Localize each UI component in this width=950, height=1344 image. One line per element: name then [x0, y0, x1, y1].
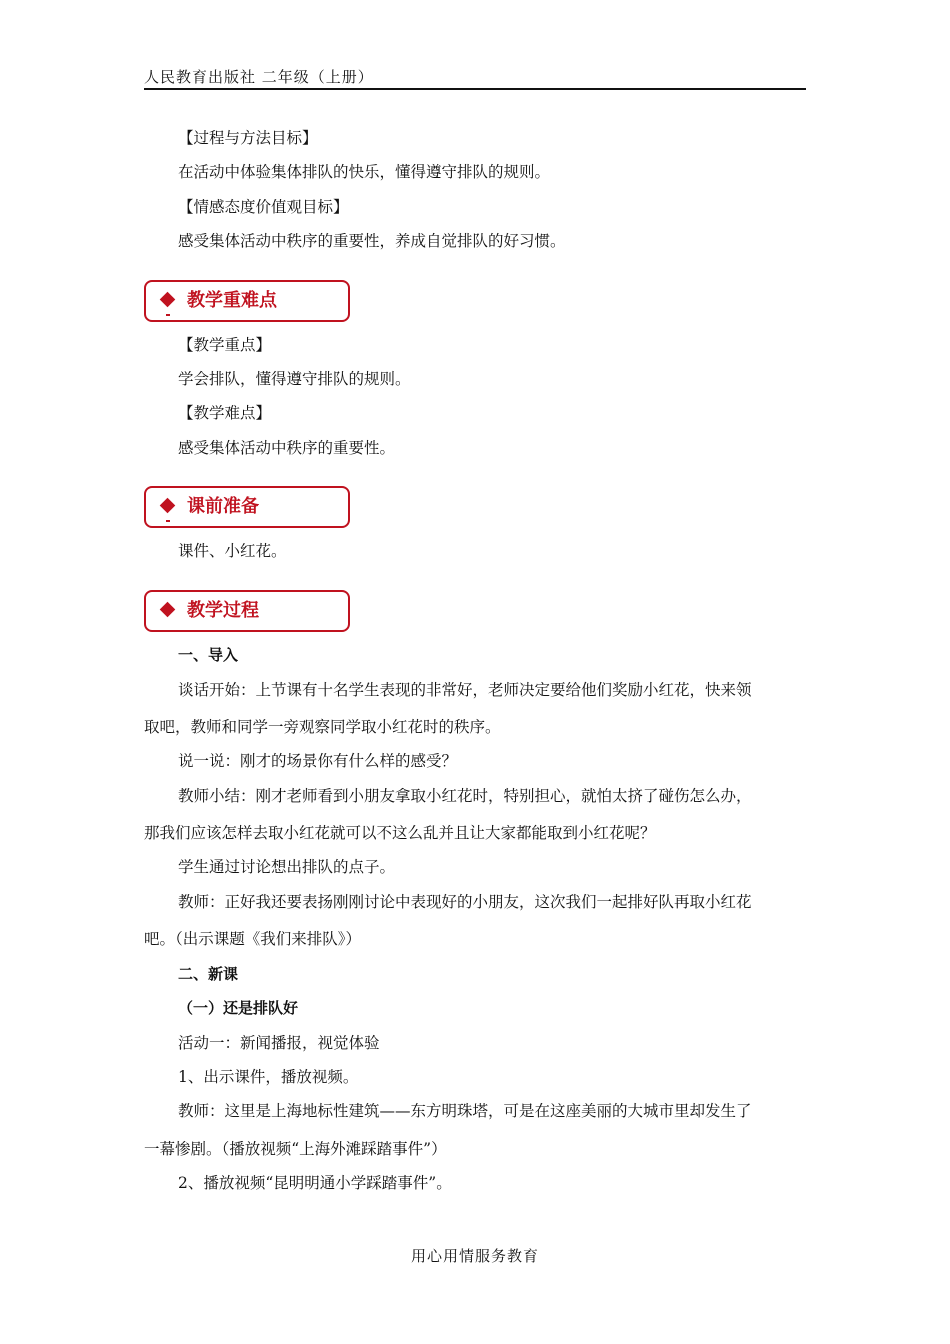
paragraph: 学生通过讨论想出排队的点子。 [178, 858, 396, 876]
paragraph: 吧。（出示课题《我们来排队》） [144, 930, 362, 948]
emotion-goal-title: 【情感态度价值观目标】 [178, 198, 349, 216]
paragraph: 取吧，教师和同学一旁观察同学取小红花时的秩序。 [144, 718, 501, 736]
paragraph: 教师小结：刚才老师看到小朋友拿取小红花时，特别担心，就怕太挤了碰伤怎么办， [178, 787, 752, 805]
paragraph: 1、出示课件，播放视频。 [178, 1068, 359, 1086]
sub1-title: （一）还是排队好 [178, 999, 299, 1017]
page-footer: 用心用情服务教育 [410, 1247, 539, 1265]
focus-text: 学会排队，懂得遵守排队的规则。 [178, 370, 411, 388]
section-process [144, 590, 350, 632]
focus-title: 【教学重点】 [178, 336, 272, 354]
paragraph: 活动一：新闻播报，视觉体验 [178, 1034, 380, 1052]
marker-icon [166, 314, 170, 316]
preparation-text: 课件、小红花。 [178, 542, 287, 560]
section-key-points [144, 280, 350, 322]
section-title: 课前准备 [187, 496, 259, 517]
emotion-goal-text: 感受集体活动中秩序的重要性，养成自觉排队的好习惯。 [178, 232, 566, 250]
paragraph: 谈话开始：上节课有十名学生表现的非常好，老师决定要给他们奖励小红花，快来领 [178, 681, 752, 699]
process-goal-title: 【过程与方法目标】 [178, 129, 318, 147]
part1-title: 一、导入 [178, 646, 239, 664]
section-preparation [144, 486, 350, 528]
diamond-icon [160, 292, 176, 308]
difficulty-title: 【教学难点】 [178, 404, 272, 422]
section-title: 教学重难点 [187, 290, 277, 311]
page-header: 人民教育出版社 二年级（上册） [144, 66, 806, 90]
paragraph: 那我们应该怎样去取小红花就可以不这么乱并且让大家都能取到小红花呢？ [144, 824, 656, 842]
part2-title: 二、新课 [178, 965, 239, 983]
section-title: 教学过程 [187, 600, 259, 621]
paragraph: 一幕惨剧。（播放视频“上海外滩踩踏事件”） [144, 1140, 447, 1158]
diamond-icon [160, 602, 176, 618]
process-goal-text: 在活动中体验集体排队的快乐，懂得遵守排队的规则。 [178, 163, 551, 181]
paragraph: 说一说：刚才的场景你有什么样的感受？ [178, 752, 458, 770]
paragraph: 教师：这里是上海地标性建筑——东方明珠塔，可是在这座美丽的大城市里却发生了 [178, 1102, 752, 1120]
paragraph: 2、播放视频“昆明明通小学踩踏事件”。 [178, 1174, 452, 1192]
difficulty-text: 感受集体活动中秩序的重要性。 [178, 439, 396, 457]
marker-icon [166, 520, 170, 522]
diamond-icon [160, 498, 176, 514]
paragraph: 教师：正好我还要表扬刚刚讨论中表现好的小朋友，这次我们一起排好队再取小红花 [178, 893, 752, 911]
